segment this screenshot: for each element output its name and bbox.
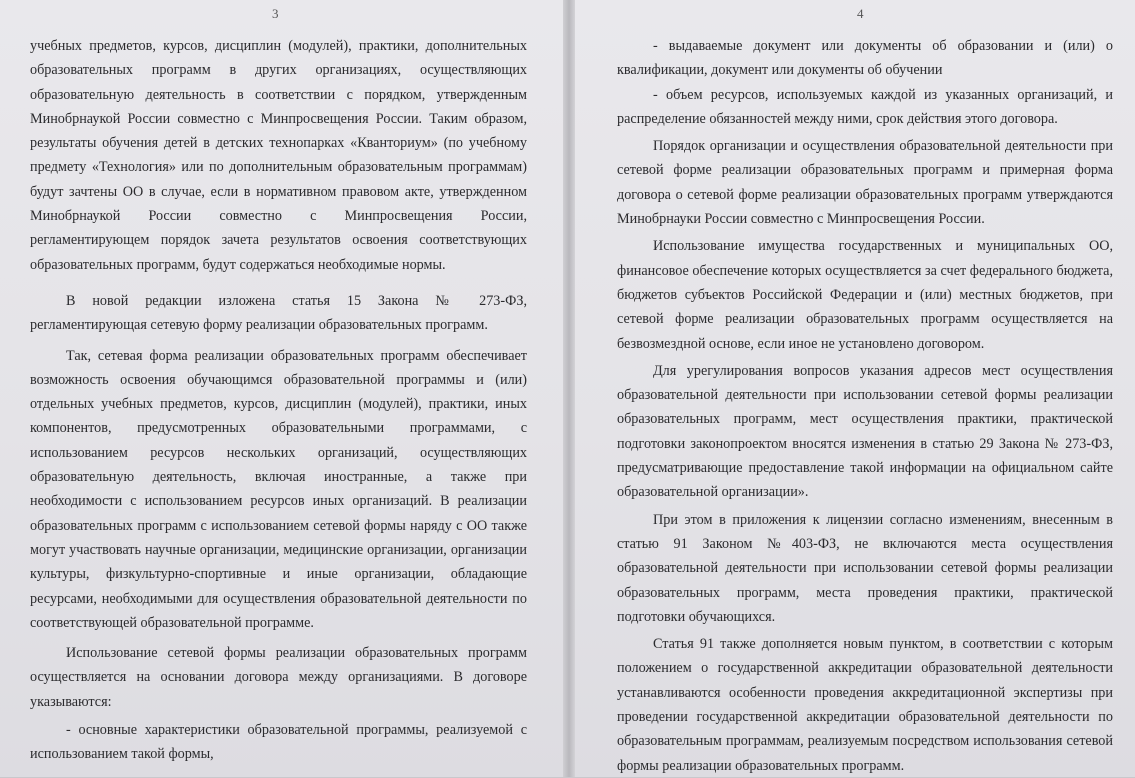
right-page	[575, 0, 1135, 777]
paragraph: Так, сетевая форма реализации образовательных программ обеспечивает возможность освоения обучающимся образовательной программы и (или) отдельных учебных предметов, курсов, дисциплин (модулей), практики, иных компонентов, предусмотренных образовательными программами, с использованием ресурсов нескольких организаций, осуществляющих образовательную деятельность, включая иностранные, а также при необходимости с использованием ресурсов иных организаций. В реализации образовательных программ с использованием сетевой формы наряду с ОО также могут участвовать научные организации, медицинские организации, организации культуры, физкультурно-спортивные и иные организации, обладающие ресурсами, необходимыми для осуществления образовательной деятельности по соответствующей образовательной программе.	[30, 347, 527, 631]
paragraph: учебных предметов, курсов, дисциплин (модулей), практики, дополнительных образовательных программ в других организациях, осуществляющих образовательную деятельность в соответствии с порядком, утвержденным Минобрнаукой России совместно с Минпросвещения России. Таким образом, результаты обучения детей в детских технопарках «Кванториум» (по учебному предмету «Технология» или по дополнительным образовательным программам) будут зачтены ОО в случае, если в нормативном правовом акте, утвержденном Минобрнаукой России совместно с Минпросвещения России, регламентирующем порядок зачета результатов освоения соответствующих образовательных программ, будут содержаться необходимые нормы.	[30, 38, 527, 273]
paragraph: Для урегулирования вопросов указания адресов мест осуществления образовательной деятельности при использовании сетевой формы реализации образовательных программ, мест осуществления практики, практической подготовки законопроектом вносятся изменения в статью 29 Закона № 273-ФЗ, предусматривающие предоставление такой информации на официальном сайте образовательной организации».	[617, 362, 1113, 501]
list-item: - объем ресурсов, используемых каждой из указанных организаций, и распределение обязанностей между ними, срок действия этого договора.	[617, 86, 1113, 127]
book-gutter	[563, 0, 575, 777]
paragraph: При этом в приложения к лицензии согласно изменениям, внесенным в статью 91 Законом №403-ФЗ, не включаются места осуществления образовательной деятельности при использовании сетевой формы реализации образовательных программ, места проведения практики, практической подготовки обучающихся.	[617, 511, 1113, 625]
paragraph: Использование сетевой формы реализации образовательных программ осуществляется на основании договора между организациями. В договоре указываются:	[30, 645, 527, 710]
paragraph: Статья 91 также дополняется новым пунктом, в соответствии с которым положением о государственной аккредитации образовательной деятельности устанавливаются особенности проведения аккредитационной экспертизы при проведении государственной аккредитации образовательной деятельности по образовательным программам, реализуемым посредством использования сетевой формы реализации образовательных программ.	[617, 636, 1113, 774]
list-item: - основные характеристики образовательной программы, реализуемой с использованием такой формы,	[30, 722, 527, 763]
paragraph: В новой редакции изложена статья 15 Закона № 273-ФЗ, регламентирующая сетевую форму реализации образовательных программ.	[30, 292, 527, 334]
left-page	[0, 0, 563, 777]
page-number: 3	[272, 6, 279, 21]
page-number: 4	[857, 6, 864, 21]
paragraph: Использование имущества государственных и муниципальных ОО, финансовое обеспечение которых осуществляется за счет федерального бюджета, бюджетов субъектов Российской Федерации и (или) местных бюджетов, при сетевой форме реализации образовательных программ осуществляется на безвозмездной основе, если иное не установлено договором.	[617, 238, 1113, 352]
paragraph: Порядок организации и осуществления образовательной деятельности при сетевой форме реализации образовательных программ и примерная форма договора о сетевой форме реализации образовательных программ утверждаются Минобрнауки России совместно с Минпросвещения России.	[617, 138, 1113, 228]
list-item: - выдаваемые документ или документы об образовании и (или) о квалификации, документ или документы об обучении	[617, 38, 1113, 79]
